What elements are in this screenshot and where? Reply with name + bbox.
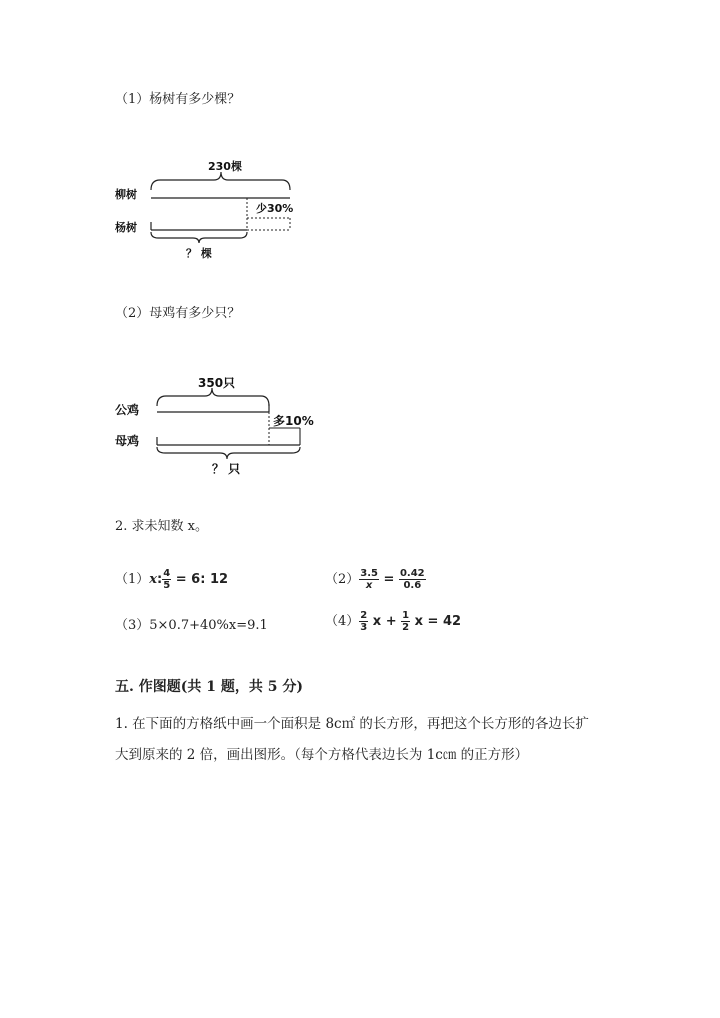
eq1-colon: :	[157, 572, 163, 587]
eq2-lhs-den: x	[365, 580, 373, 591]
section5-line1: 1. 在下面的方格纸中画一个面积是 8c㎡ 的长方形，再把这个长方形的各边长扩	[115, 716, 589, 732]
eq1-frac-num: 4	[163, 568, 171, 579]
q1-diff-label: 少30%	[256, 202, 294, 215]
equation-4	[325, 610, 461, 633]
q1-top-brace	[151, 172, 290, 190]
eq2-equals: =	[383, 572, 395, 587]
eq4-frac2-den: 2	[402, 622, 410, 633]
eq1-number: （1）	[115, 572, 150, 587]
eq1-rest: = 6: 12	[175, 572, 229, 587]
eq2-rhs-num: 0.42	[399, 568, 425, 579]
q2-row2-label: 母鸡	[115, 434, 140, 448]
eq2-number: （2）	[325, 572, 360, 587]
q1-bottom-brace	[151, 232, 247, 243]
q2-bottom-label: ？ 只	[212, 462, 241, 476]
eq2-rhs-fraction	[399, 568, 426, 591]
eq4-frac1-num: 2	[360, 610, 368, 621]
q2-diff-label: 多10%	[273, 414, 314, 428]
eq2-lhs-fraction	[359, 568, 379, 591]
q1-top-label: 230棵	[208, 160, 242, 173]
eq4-x2: x = 42	[414, 614, 462, 629]
eq2-lhs-num: 3.5	[360, 568, 378, 579]
q2-title: （2）母鸡有多少只？	[115, 306, 241, 321]
eq4-frac2	[401, 610, 410, 633]
section5-heading: 五. 作图题(共 1 题，共 5 分)	[115, 679, 303, 695]
eq4-frac1-den: 3	[360, 622, 368, 633]
eq4-x1: x +	[372, 614, 397, 629]
section5-line2: 大到原来的 2 倍，画出图形。（每个方格代表边长为 1c㎝ 的正方形）	[115, 747, 529, 763]
eq4-frac2-num: 1	[402, 610, 410, 621]
eq4-frac1	[359, 610, 368, 633]
equation-1	[115, 568, 228, 591]
q1-bottom-label: ？ 棵	[186, 247, 212, 260]
q2-row1-label: 公鸡	[115, 403, 140, 417]
q1-title: （1）杨树有多少棵？	[115, 92, 241, 107]
section2-title: 2. 求未知数 x。	[115, 519, 208, 534]
q1-row1-label: 柳树	[115, 188, 137, 201]
eq1-var: x	[149, 572, 158, 587]
eq4-number: （4）	[325, 614, 360, 629]
q1-row2-label: 杨树	[115, 221, 137, 234]
eq1-frac-den: 5	[163, 580, 171, 591]
eq1-fraction	[162, 568, 171, 591]
equation-3: （3）5×0.7+40%x=9.1	[115, 618, 268, 633]
q2-bottom-brace	[157, 447, 300, 459]
eq2-rhs-den: 0.6	[403, 580, 422, 591]
equation-2	[325, 568, 426, 591]
q2-top-label: 350只	[198, 376, 236, 390]
